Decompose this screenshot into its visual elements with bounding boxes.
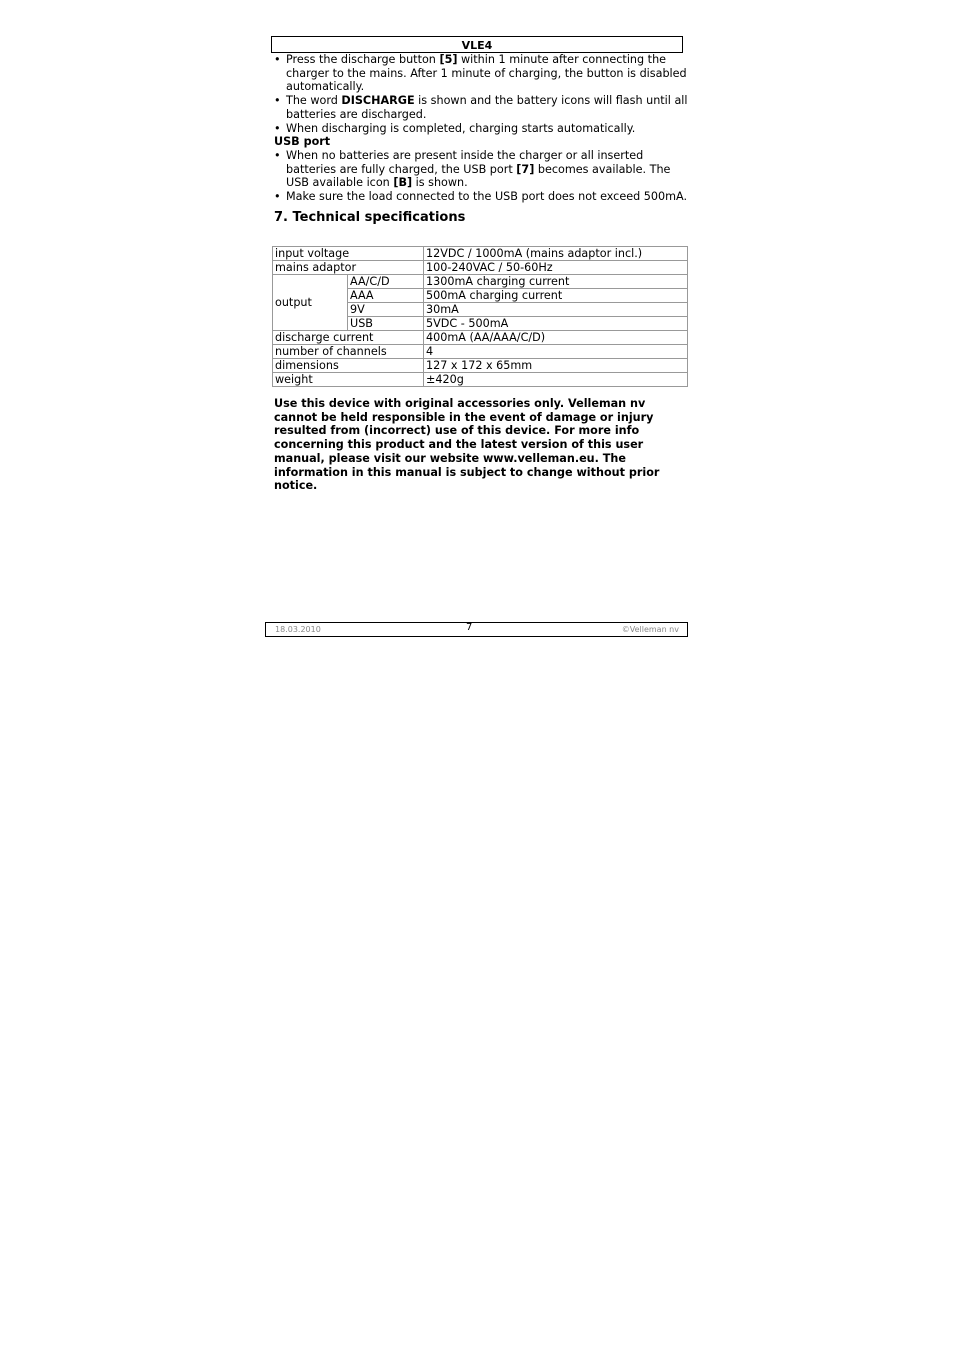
- spec-sublabel: AA/C/D: [348, 275, 424, 289]
- spec-table: [272, 246, 688, 387]
- list-item: [274, 53, 688, 94]
- table-row: [273, 359, 688, 373]
- table-row: [273, 373, 688, 387]
- table-row: [273, 331, 688, 345]
- footer-copyright: ©Velleman nv: [621, 625, 679, 634]
- page-number: 7: [466, 622, 473, 633]
- spec-label: weight: [273, 373, 424, 387]
- text-run: DISCHARGE: [341, 94, 415, 108]
- disclaimer-notice: Use this device with original accessories only. Velleman nv cannot be held responsible in the event of damage or injury resulted from (incorrect) use of this device. For more info concerning this product and the latest version of this user manual, please visit our website www.velleman.eu. The information in this manual is subject to change without prior notice.: [274, 397, 660, 493]
- spec-sublabel: 9V: [348, 303, 424, 317]
- text-run: Make sure the load connected to the USB port does not exceed 500mA.: [286, 190, 688, 204]
- spec-value: 500mA charging current: [424, 289, 688, 303]
- text-run: When discharging is completed, charging starts automatically.: [286, 121, 636, 135]
- spec-label: mains adaptor: [273, 261, 424, 275]
- table-row: [273, 261, 688, 275]
- text-run: within 1 minute after connecting the charger to the mains. After 1 minute of charging, the button is disabled automatically.: [286, 53, 687, 94]
- spec-label: dimensions: [273, 359, 424, 373]
- spec-label: number of channels: [273, 345, 424, 359]
- table-row: [273, 345, 688, 359]
- spec-value: 127 x 172 x 65mm: [424, 359, 688, 373]
- text-run: is shown and the battery icons will flash until all batteries are discharged.: [286, 94, 688, 121]
- spec-value: 4: [424, 345, 688, 359]
- spec-label: input voltage: [273, 247, 424, 261]
- spec-sublabel: USB: [348, 317, 424, 331]
- text-run: is shown.: [412, 176, 468, 190]
- text-run: Press the discharge button: [286, 53, 440, 66]
- spec-value: ±420g: [424, 373, 688, 387]
- usb-port-heading: USB port: [274, 135, 331, 149]
- list-item: [274, 122, 688, 136]
- discharge-bullet-list: [274, 53, 688, 135]
- spec-value: 30mA: [424, 303, 688, 317]
- instructions-content: [274, 53, 688, 226]
- usb-bullet-list: [274, 149, 688, 204]
- spec-label: output: [273, 275, 348, 331]
- spec-label: discharge current: [273, 331, 424, 345]
- text-run: [B]: [393, 176, 413, 190]
- text-run: [5]: [439, 53, 458, 66]
- spec-value: 100-240VAC / 50-60Hz: [424, 261, 688, 275]
- list-item: [274, 190, 688, 204]
- text-run: [7]: [516, 162, 535, 176]
- text-run: When no batteries are present inside the charger or all inserted batteries are fully charged, the USB port: [286, 148, 644, 176]
- text-run: The word: [286, 94, 342, 108]
- section-title: 7. Technical specifications: [274, 209, 466, 225]
- header-model-box: [271, 36, 683, 53]
- spec-value: 400mA (AA/AAA/C/D): [424, 331, 688, 345]
- model-title: VLE4: [461, 39, 493, 52]
- text-run: becomes available. The USB available icon: [286, 162, 671, 190]
- table-row: [273, 247, 688, 261]
- list-item: [274, 149, 688, 190]
- page-footer: [265, 622, 688, 637]
- list-item: [274, 94, 688, 121]
- spec-sublabel: AAA: [348, 289, 424, 303]
- footer-date: 18.03.2010: [275, 625, 321, 634]
- spec-value: 12VDC / 1000mA (mains adaptor incl.): [424, 247, 688, 261]
- spec-value: 5VDC - 500mA: [424, 317, 688, 331]
- table-row: [273, 275, 688, 289]
- spec-value: 1300mA charging current: [424, 275, 688, 289]
